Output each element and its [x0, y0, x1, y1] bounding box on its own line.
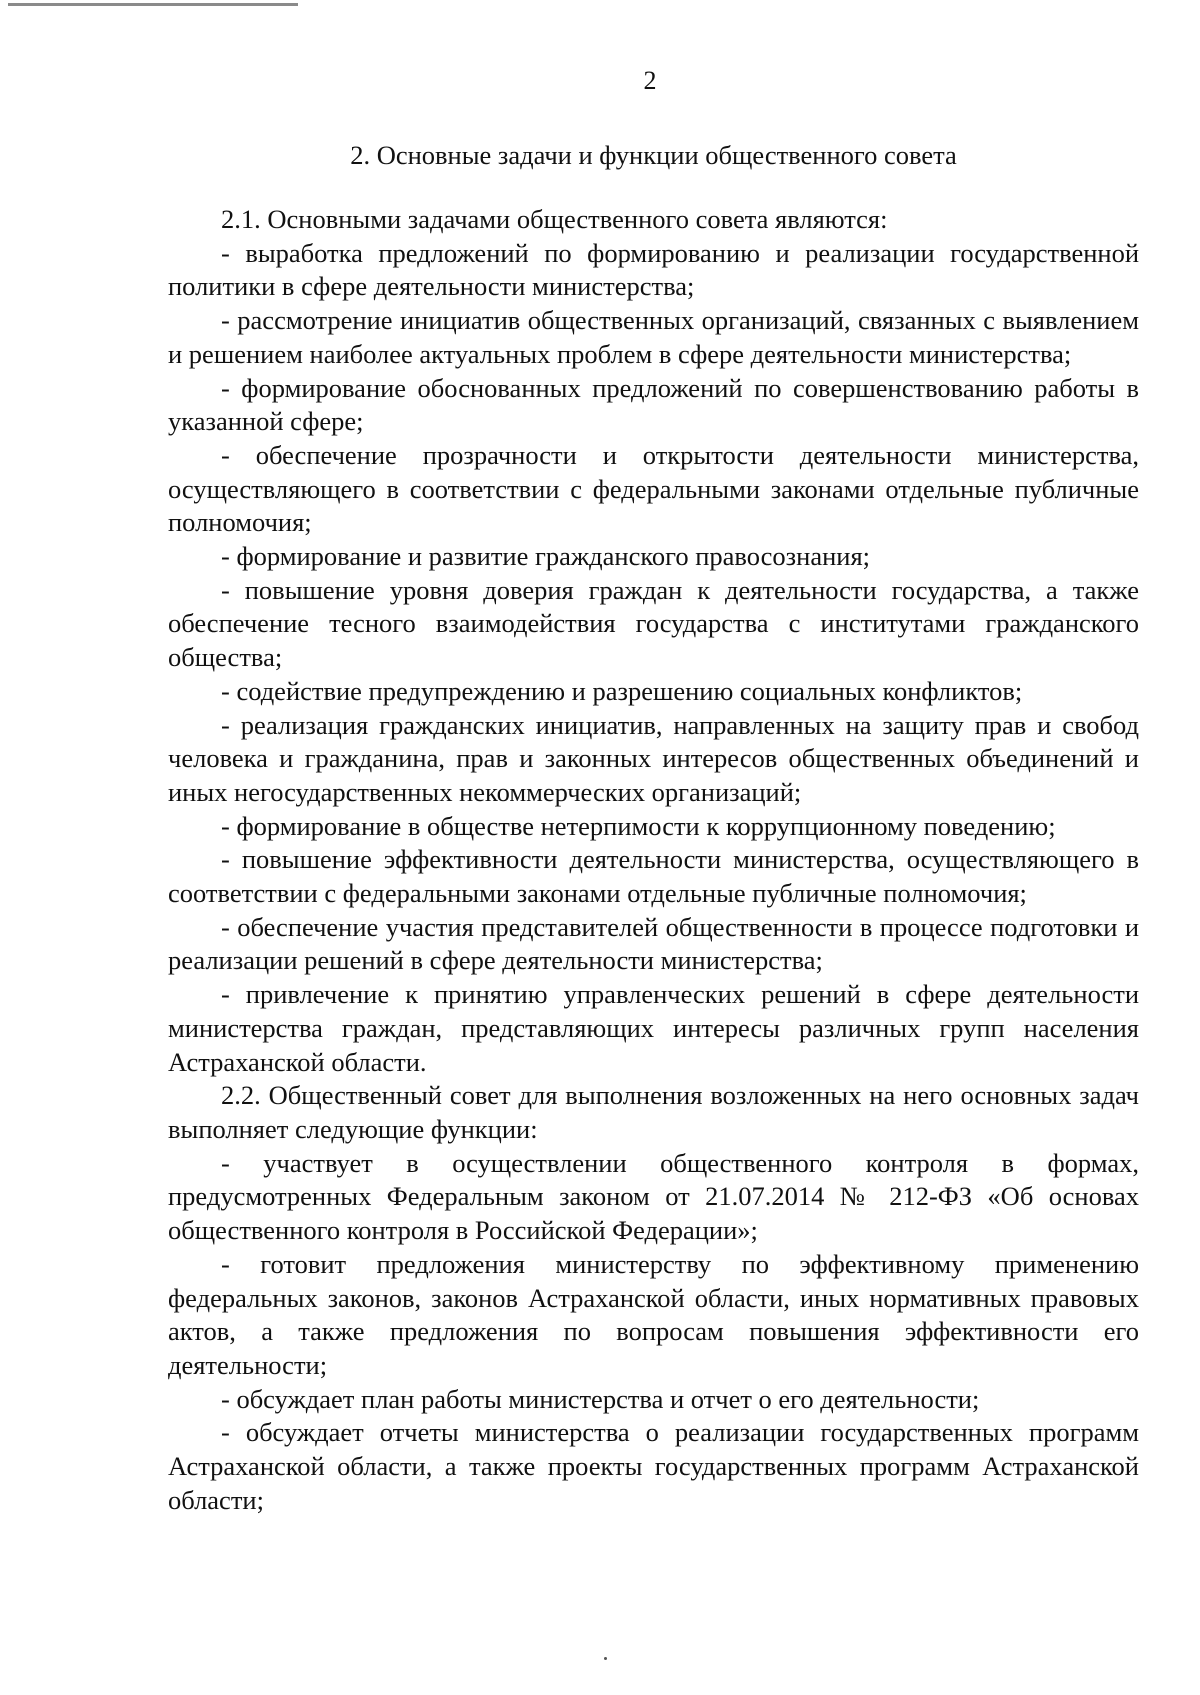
paragraph: - выработка предложений по формированию и реализации государственной политики в сфере деятельности министерства; — [168, 237, 1139, 302]
paragraph: - рассмотрение инициатив общественных организаций, связанных с выявлением и решением наиболее актуальных проблем в сфере деятельности министерства; — [168, 305, 1139, 369]
paragraph: 2.2. Общественный совет для выполнения возложенных на него основных задач выполняет следующие функции: — [168, 1080, 1139, 1144]
paragraph: - обеспечение участия представителей общественности в процессе подготовки и реализации решений в сфере деятельности министерства; — [168, 911, 1139, 976]
paragraph: - содействие предупреждению и разрешению социальных конфликтов; — [221, 675, 1023, 706]
paragraph: - формирование в обществе нетерпимости к коррупционному поведению; — [221, 810, 1056, 841]
document-body — [168, 203, 1139, 1517]
paragraph: - обсуждает отчеты министерства о реализации государственных программ Астраханской области, а также проекты государственных программ Астраханской области; — [168, 1417, 1139, 1515]
paragraph: - привлечение к принятию управленческих решений в сфере деятельности министерства граждан, представляющих интересы различных групп населения Астраханской области. — [168, 979, 1139, 1077]
paragraph: - готовит предложения министерству по эффективному применению федеральных законов, законов Астраханской области, иных нормативных правовых актов, а также предложения по вопросам повышения эффективности его деятельности; — [168, 1248, 1139, 1380]
paragraph: - реализация гражданских инициатив, направленных на защиту прав и свобод человека и гражданина, прав и законных интересов общественных объединений и иных негосударственных некоммерческих организаций; — [168, 709, 1139, 807]
paragraph: - обеспечение прозрачности и открытости деятельности министерства, осуществляющего в соответствии с федеральными законами отдельные публичные полномочия; — [168, 439, 1139, 538]
scan-dot — [604, 1657, 607, 1660]
page-number: 2 — [643, 66, 657, 95]
scan-artifact-line — [8, 3, 298, 6]
paragraph: - формирование обоснованных предложений по совершенствованию работы в указанной сфере; — [168, 372, 1139, 437]
paragraph: - повышение уровня доверия граждан к деятельности государства, а также обеспечение тесного взаимодействия государства с институтами гражданского общества; — [168, 574, 1139, 673]
paragraph: - обсуждает план работы министерства и отчет о его деятельности; — [221, 1383, 980, 1414]
paragraph: - повышение эффективности деятельности министерства, осуществляющего в соответствии с федеральными законами отдельные публичные полномочия; — [168, 844, 1139, 909]
paragraph: - формирование и развитие гражданского правосознания; — [221, 541, 870, 572]
section-title: 2. Основные задачи и функции общественного совета — [350, 140, 957, 170]
paragraph: - участвует в осуществлении общественного контроля в формах, предусмотренных Федеральным законом от 21.07.2014 № 212-ФЗ «Об основах общественного контроля в Российской Федерации»; — [168, 1147, 1139, 1246]
paragraph: 2.1. Основными задачами общественного совета являются: — [221, 204, 888, 234]
